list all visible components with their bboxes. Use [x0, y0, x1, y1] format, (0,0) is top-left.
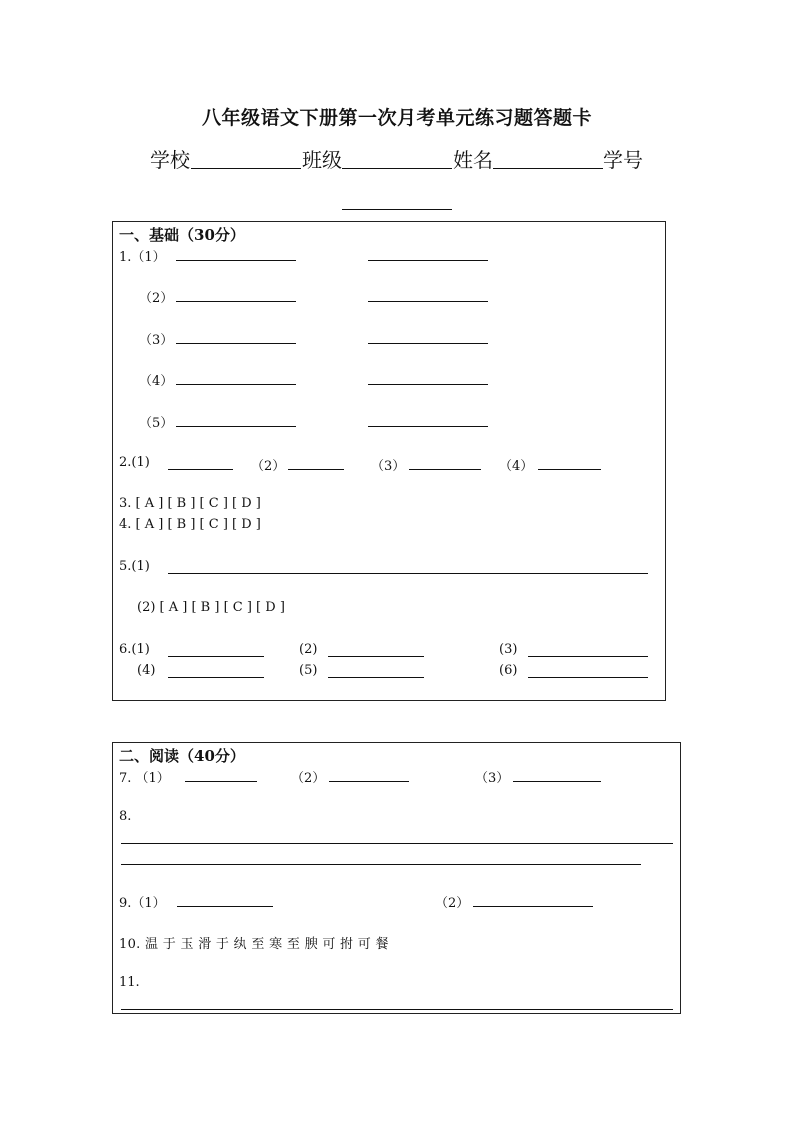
q1-4-blank-b[interactable]: [368, 384, 488, 385]
q1-4-blank-a[interactable]: [176, 384, 296, 385]
q4-options[interactable]: 4. [ A ] [ B ] [ C ] [ D ]: [119, 517, 261, 532]
q1-3-blank-a[interactable]: [176, 343, 296, 344]
q1-label: 1.（1）: [119, 250, 166, 265]
q9-label: 9.（1）: [119, 896, 166, 911]
class-field[interactable]: [342, 168, 452, 169]
q2-2-label: （2）: [251, 459, 286, 474]
q5-label: 5.(1): [119, 559, 150, 574]
q6-3-label: (3): [499, 642, 518, 657]
name-field[interactable]: [493, 168, 603, 169]
q6-6-blank[interactable]: [528, 677, 648, 678]
q11-answer-line[interactable]: [121, 1009, 673, 1010]
q1-4-label: （4）: [139, 374, 174, 389]
q2-label: 2.(1): [119, 455, 150, 470]
school-field[interactable]: [191, 168, 301, 169]
q6-1-blank[interactable]: [168, 656, 264, 657]
page-title: 八年级语文下册第一次月考单元练习题答题卡: [201, 107, 592, 129]
q1-3-label: （3）: [139, 333, 174, 348]
id-field[interactable]: [342, 209, 452, 210]
q7-label: 7. （1）: [119, 771, 170, 786]
q6-3-blank[interactable]: [528, 656, 648, 657]
section-reading-heading: 二、阅读（40分）: [119, 747, 245, 765]
q6-5-blank[interactable]: [328, 677, 424, 678]
q9-2-blank[interactable]: [473, 906, 593, 907]
q9-2-label: （2）: [435, 896, 470, 911]
section-basics-heading: 一、基础（30分）: [119, 226, 245, 244]
q6-4-label: (4): [137, 663, 156, 678]
q1-2-blank-b[interactable]: [368, 301, 488, 302]
q1-5-blank-a[interactable]: [176, 426, 296, 427]
q7-2-label: （2）: [291, 771, 326, 786]
name-label: 姓名: [453, 148, 493, 172]
q2-3-blank[interactable]: [409, 469, 481, 470]
section-reading-box: [112, 742, 681, 1014]
q6-2-blank[interactable]: [328, 656, 424, 657]
q2-4-blank[interactable]: [538, 469, 601, 470]
q6-6-label: (6): [499, 663, 518, 678]
q5-1-blank[interactable]: [168, 573, 648, 574]
q6-5-label: (5): [299, 663, 318, 678]
q8-answer-line-1[interactable]: [121, 843, 673, 844]
school-label: 学校: [150, 148, 190, 172]
q9-1-blank[interactable]: [177, 906, 273, 907]
q11-label: 11.: [119, 975, 140, 990]
q7-2-blank[interactable]: [329, 781, 409, 782]
q2-4-label: （4）: [499, 459, 534, 474]
q7-3-label: （3）: [475, 771, 510, 786]
q10-text: 10. 温 于 玉 滑 于 纨 至 寒 至 腴 可 拊 可 餐: [119, 937, 389, 952]
q2-2-blank[interactable]: [288, 469, 344, 470]
q3-options[interactable]: 3. [ A ] [ B ] [ C ] [ D ]: [119, 496, 261, 511]
section-basics-box: [112, 221, 666, 701]
q7-3-blank[interactable]: [513, 781, 601, 782]
q1-1-blank-a[interactable]: [176, 260, 296, 261]
q8-answer-line-2[interactable]: [121, 864, 641, 865]
q7-1-blank[interactable]: [185, 781, 257, 782]
q1-2-label: （2）: [139, 291, 174, 306]
id-label: 学号: [603, 148, 643, 172]
q1-5-blank-b[interactable]: [368, 426, 488, 427]
q1-1-blank-b[interactable]: [368, 260, 488, 261]
q1-2-blank-a[interactable]: [176, 301, 296, 302]
q2-1-blank[interactable]: [168, 469, 233, 470]
q2-3-label: （3）: [371, 459, 406, 474]
q8-label: 8.: [119, 809, 132, 824]
q6-2-label: (2): [299, 642, 318, 657]
q6-4-blank[interactable]: [168, 677, 264, 678]
class-label: 班级: [302, 148, 342, 172]
q6-label: 6.(1): [119, 642, 150, 657]
q5-2-options[interactable]: (2) [ A ] [ B ] [ C ] [ D ]: [137, 600, 285, 615]
q1-3-blank-b[interactable]: [368, 343, 488, 344]
q1-5-label: （5）: [139, 416, 174, 431]
